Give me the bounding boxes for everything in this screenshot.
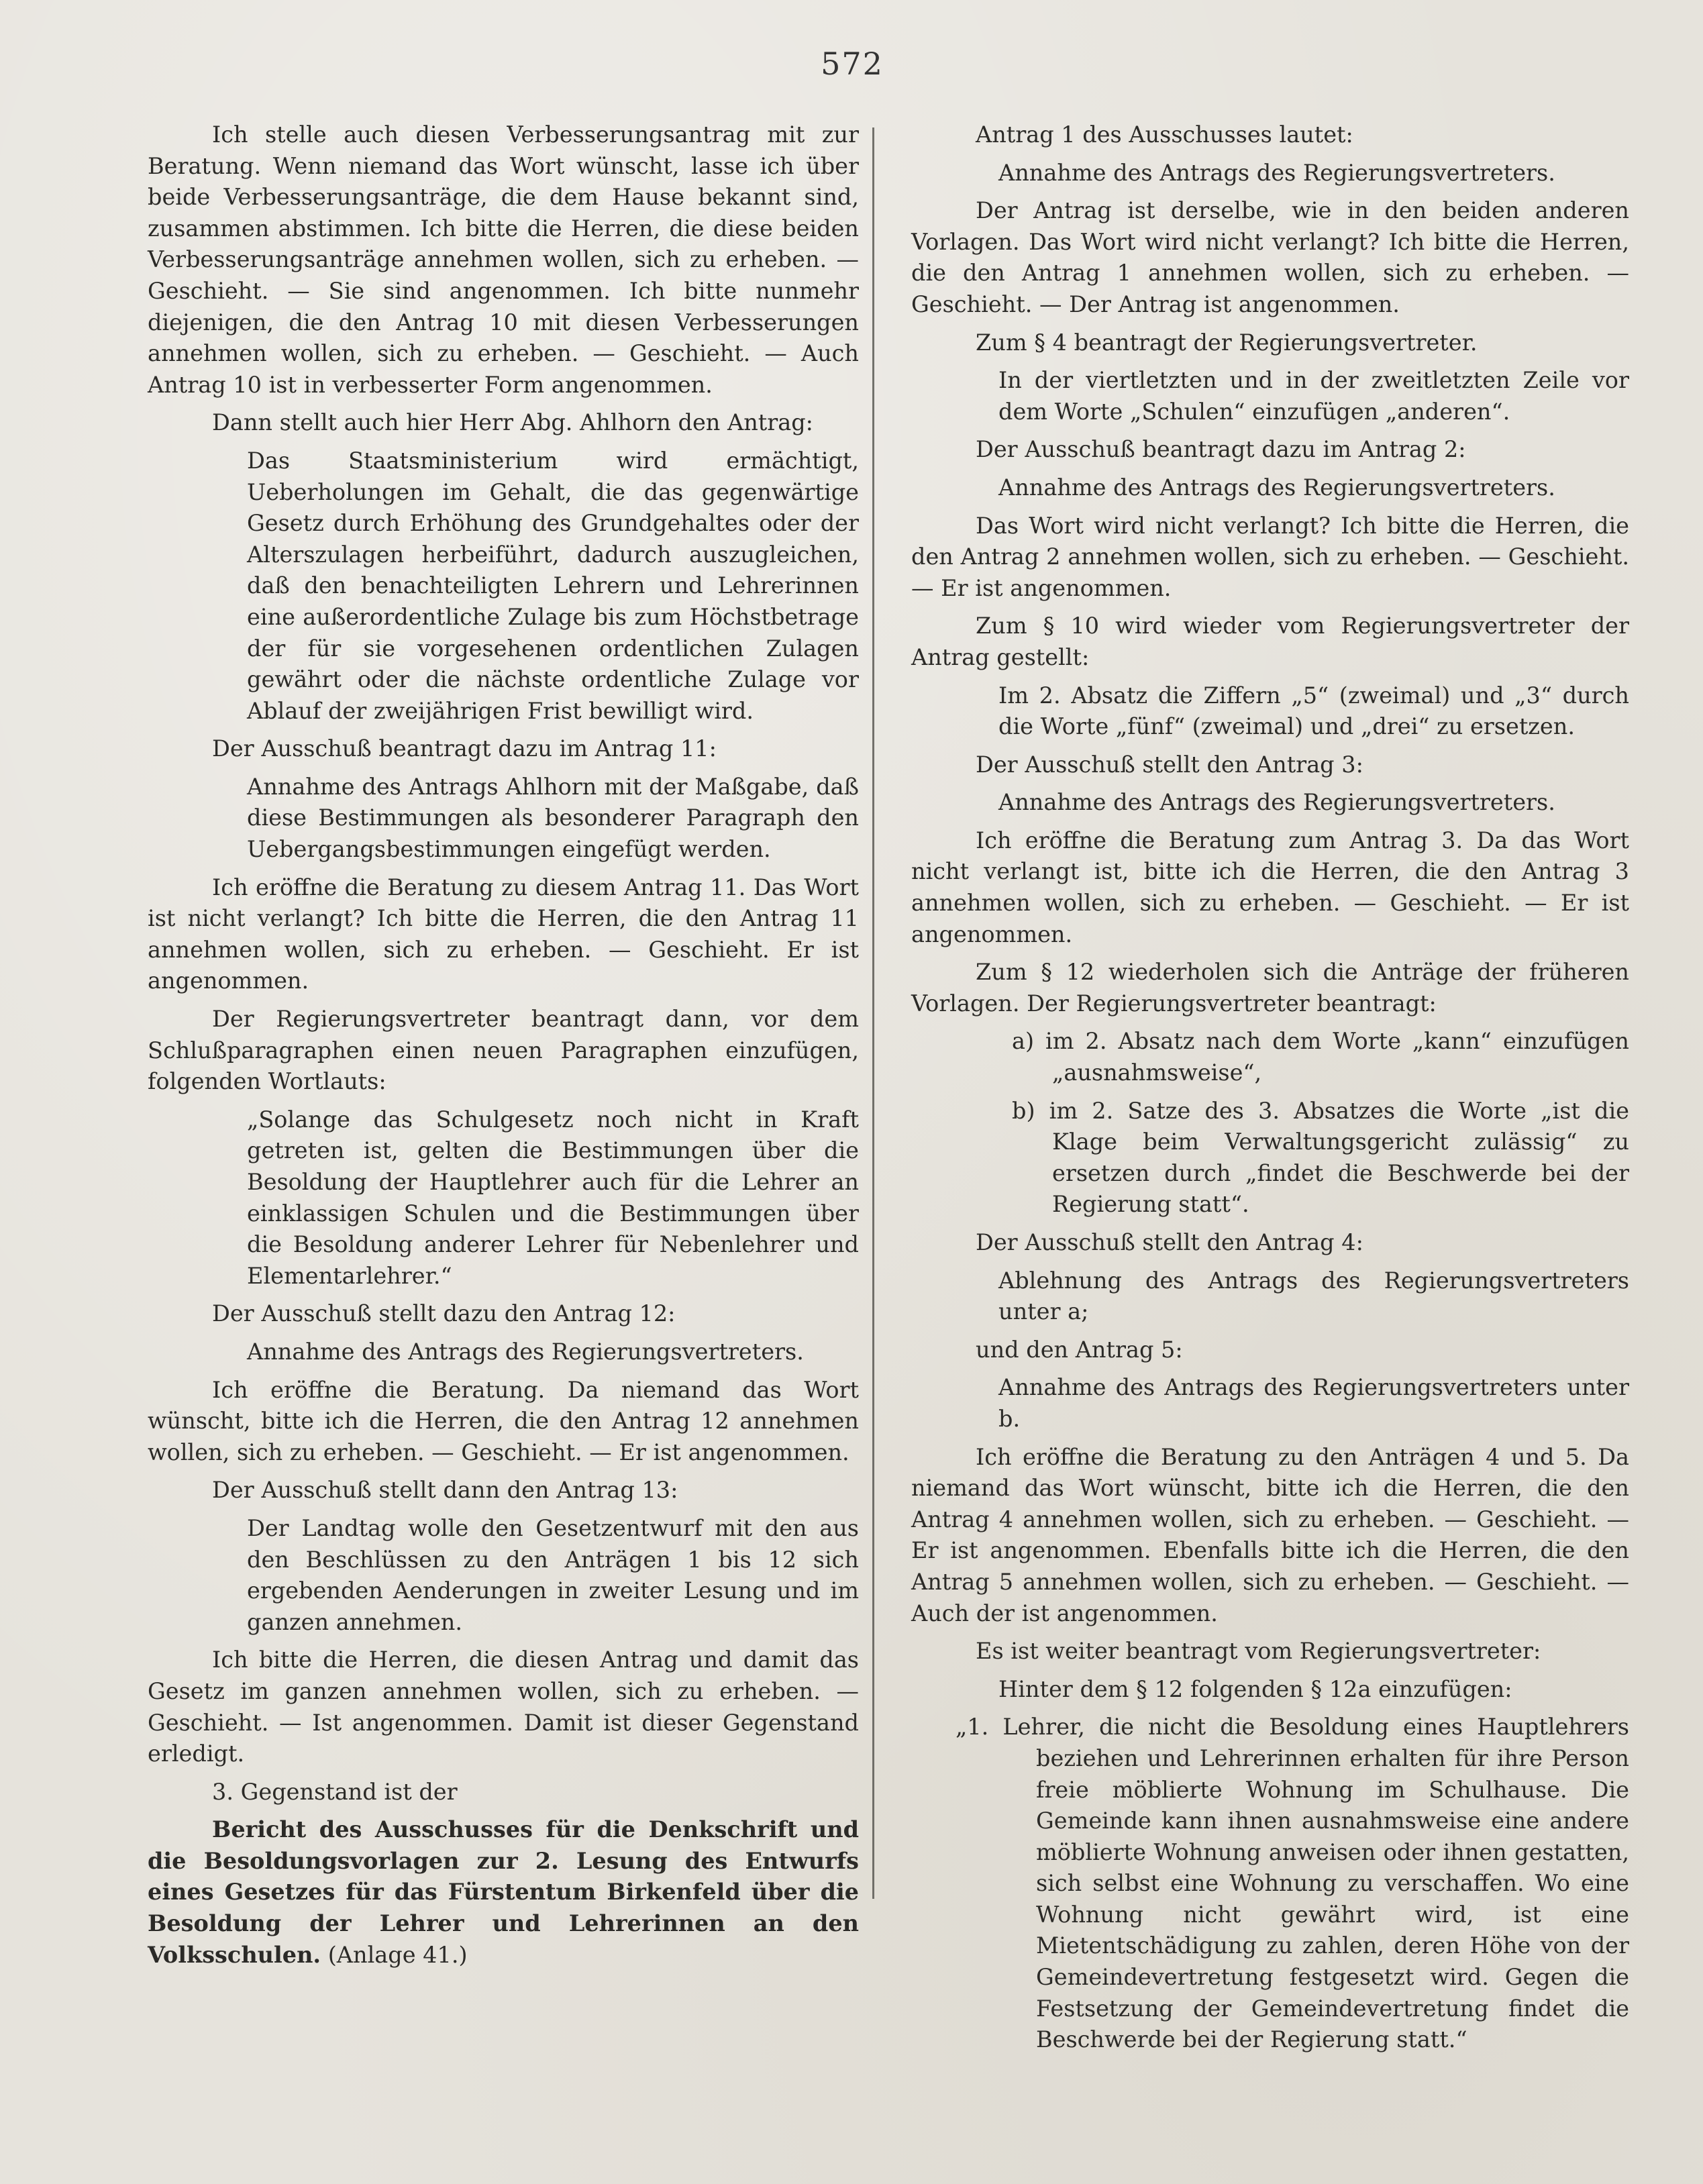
paragraph: Ich bitte die Herren, die diesen Antrag und damit das Gesetz im ganzen annehmen wollen, sich zu erheben. — Geschieht. — Ist angenommen. Damit ist dieser Gegenstand erledigt. (148, 1647, 859, 1767)
paragraph: Der Ausschuß beantragt dazu im Antrag 2: (976, 436, 1466, 463)
agenda-item-bold-text: Bericht des Ausschusses für die Denkschrift und die Besoldungsvorlagen zur 2. Lesung des Entwurfs eines Gesetzes für das Fürstentum Birkenfeld über die Besoldung der Lehrer und Lehrerinnen an den Volksschulen. (148, 1816, 859, 1968)
list-item: „1. Lehrer, die nicht die Besoldung eines Hauptlehrers beziehen und Lehrerinnen erhalten für ihre Person freie möblierte Wohnung im Schulhause. Die Gemeinde kann ihnen ausnahmsweise eine andere möblierte Wohnung anweisen oder ihnen gestatten, sich selbst eine Wohnung zu verschaffen. Wo eine Wohnung nicht gewährt wird, ist eine Mietentschädigung zu zahlen, deren Höhe von der Gemeindevertretung festgesetzt wird. Gegen die Festsetzung der Gemeindevertretung findet die Beschwerde bei der Regierung statt.“ (956, 1714, 1629, 2053)
quoted-motion: Ablehnung des Antrags des Regierungsvertreters unter a; (998, 1267, 1629, 1325)
paragraph: und den Antrag 5: (976, 1336, 1183, 1363)
quoted-motion: Im 2. Absatz die Ziffern „5“ (zweimal) und „3“ durch die Worte „fünf“ (zweimal) und „drei“ zu ersetzen. (998, 682, 1629, 740)
quoted-motion: Annahme des Antrags Ahlhorn mit der Maßgabe, daß diese Bestimmungen als besonderer Paragraph den Uebergangsbestimmungen eingefügt werden. (247, 773, 859, 863)
paragraph: Ich eröffne die Beratung zum Antrag 3. Da das Wort nicht verlangt ist, bitte ich die Herren, die den Antrag 3 annehmen wollen, sich zu erheben. — Geschieht. — Er ist angenommen. (911, 827, 1629, 947)
quoted-motion: Das Staatsministerium wird ermächtigt, Ueberholungen im Gehalt, die das gegenwärtige Gesetz durch Erhöhung des Grundgehaltes oder der Alterszulagen herbeiführt, dadurch auszugleichen, daß den benachteiligten Lehrern und Lehrerinnen eine außerordentliche Zulage bis zum Höchstbetrage der für sie vorgesehenen ordentlichen Zulagen gewährt oder die nächste ordentliche Zulage vor Ablauf der zweijährigen Frist bewilligt wird. (247, 447, 859, 724)
agenda-item-annex: (Anlage 41.) (321, 1941, 468, 1968)
paragraph: Antrag 1 des Ausschusses lautet: (976, 121, 1353, 148)
quoted-motion: Der Landtag wolle den Gesetzentwurf mit den aus den Beschlüssen zu den Anträgen 1 bis 12 sich ergebenden Aenderungen in zweiter Lesung und im ganzen annehmen. (247, 1514, 859, 1635)
paragraph: Ich stelle auch diesen Verbesserungsantrag mit zur Beratung. Wenn niemand das Wort wünscht, lasse ich über beide Verbesserungsanträge, die dem Hause bekannt sind, zusammen abstimmen. Ich bitte die Herren, die diese beiden Verbesserungsanträge annehmen wollen, sich zu erheben. — Geschieht. — Sie sind angenommen. Ich bitte nunmehr diejenigen, die den Antrag 10 mit diesen Verbesserungen annehmen wollen, sich zu erheben. — Geschieht. — Auch Antrag 10 ist in verbesserter Form angenommen. (148, 121, 859, 398)
right-column (911, 119, 1629, 2063)
quoted-motion: Annahme des Antrags des Regierungsvertreters. (998, 474, 1555, 501)
page-number: 572 (821, 46, 884, 82)
paragraph: Zum § 4 beantragt der Regierungsvertreter. (976, 329, 1478, 356)
paragraph: Ich eröffne die Beratung zu den Anträgen 4 und 5. Da niemand das Wort wünscht, bitte ich die Herren, die den Antrag 4 annehmen wollen, sich zu erheben. — Geschieht. — Er ist angenommen. Ebenfalls bitte ich die Herren, die den Antrag 5 annehmen wollen, sich zu erheben. — Geschieht. — Auch der ist angenommen. (911, 1443, 1629, 1626)
paragraph: Der Ausschuß stellt dazu den Antrag 12: (212, 1300, 676, 1327)
list-item: b) im 2. Satze des 3. Absatzes die Worte „ist die Klage beim Verwaltungsgericht zulässig“ zu ersetzen durch „findet die Beschwerde bei der Regierung statt“. (1012, 1097, 1629, 1218)
paragraph: 3. Gegenstand ist der (212, 1778, 458, 1805)
paragraph: Zum § 10 wird wieder vom Regierungsvertreter der Antrag gestellt: (911, 613, 1629, 670)
column-divider (872, 127, 874, 1899)
paragraph: Ich eröffne die Beratung zu diesem Antrag 11. Das Wort ist nicht verlangt? Ich bitte die Herren, die den Antrag 11 annehmen wollen, sich zu erheben. — Geschieht. Er ist angenommen. (148, 874, 859, 994)
list-item: a) im 2. Absatz nach dem Worte „kann“ einzufügen „ausnahmsweise“, (1012, 1028, 1629, 1086)
quoted-motion: Hinter dem § 12 folgenden § 12a einzufügen: (998, 1675, 1512, 1702)
quoted-motion: Annahme des Antrags des Regierungsvertreters unter b. (998, 1374, 1629, 1432)
quoted-motion: Annahme des Antrags des Regierungsvertreters. (247, 1338, 804, 1365)
paragraph: Der Regierungsvertreter beantragt dann, vor dem Schlußparagraphen einen neuen Paragraphen einzufügen, folgenden Wortlauts: (148, 1006, 859, 1095)
paragraph: Ich eröffne die Beratung. Da niemand das Wort wünscht, bitte ich die Herren, die den Antrag 12 annehmen wollen, sich zu erheben. — Geschieht. — Er ist angenommen. (148, 1376, 859, 1465)
paragraph: Das Wort wird nicht verlangt? Ich bitte die Herren, die den Antrag 2 annehmen wollen, sich zu erheben. — Geschieht. — Er ist angenommen. (911, 512, 1629, 601)
quoted-motion: Annahme des Antrags des Regierungsvertreters. (998, 789, 1555, 816)
paragraph: Der Antrag ist derselbe, wie in den beiden anderen Vorlagen. Das Wort wird nicht verlangt? Ich bitte die Herren, die den Antrag 1 annehmen wollen, sich zu erheben. — Geschieht. — Der Antrag ist angenommen. (911, 197, 1629, 317)
paragraph: Es ist weiter beantragt vom Regierungsvertreter: (976, 1638, 1541, 1665)
quoted-motion: In der viertletzten und in der zweitletzten Zeile vor dem Worte „Schulen“ einzufügen „anderen“. (998, 367, 1629, 425)
left-column (148, 119, 859, 1977)
paragraph: Dann stellt auch hier Herr Abg. Ahlhorn den Antrag: (212, 409, 813, 436)
paragraph: Der Ausschuß stellt den Antrag 3: (976, 751, 1363, 778)
quoted-motion: Annahme des Antrags des Regierungsvertreters. (998, 159, 1555, 186)
paragraph: Der Ausschuß stellt den Antrag 4: (976, 1229, 1363, 1255)
paragraph: Der Ausschuß stellt dann den Antrag 13: (212, 1477, 678, 1504)
agenda-item-title (148, 1814, 859, 1971)
paragraph: Zum § 12 wiederholen sich die Anträge der früheren Vorlagen. Der Regierungsvertreter beantragt: (911, 959, 1629, 1017)
quoted-motion: „Solange das Schulgesetz noch nicht in Kraft getreten ist, gelten die Bestimmungen über die Besoldung der Hauptlehrer auch für die Lehrer an einklassigen Schulen und die Bestimmungen über die Besoldung anderer Lehrer für Nebenlehrer und Elementarlehrer.“ (247, 1106, 859, 1289)
paragraph: Der Ausschuß beantragt dazu im Antrag 11: (212, 735, 717, 762)
